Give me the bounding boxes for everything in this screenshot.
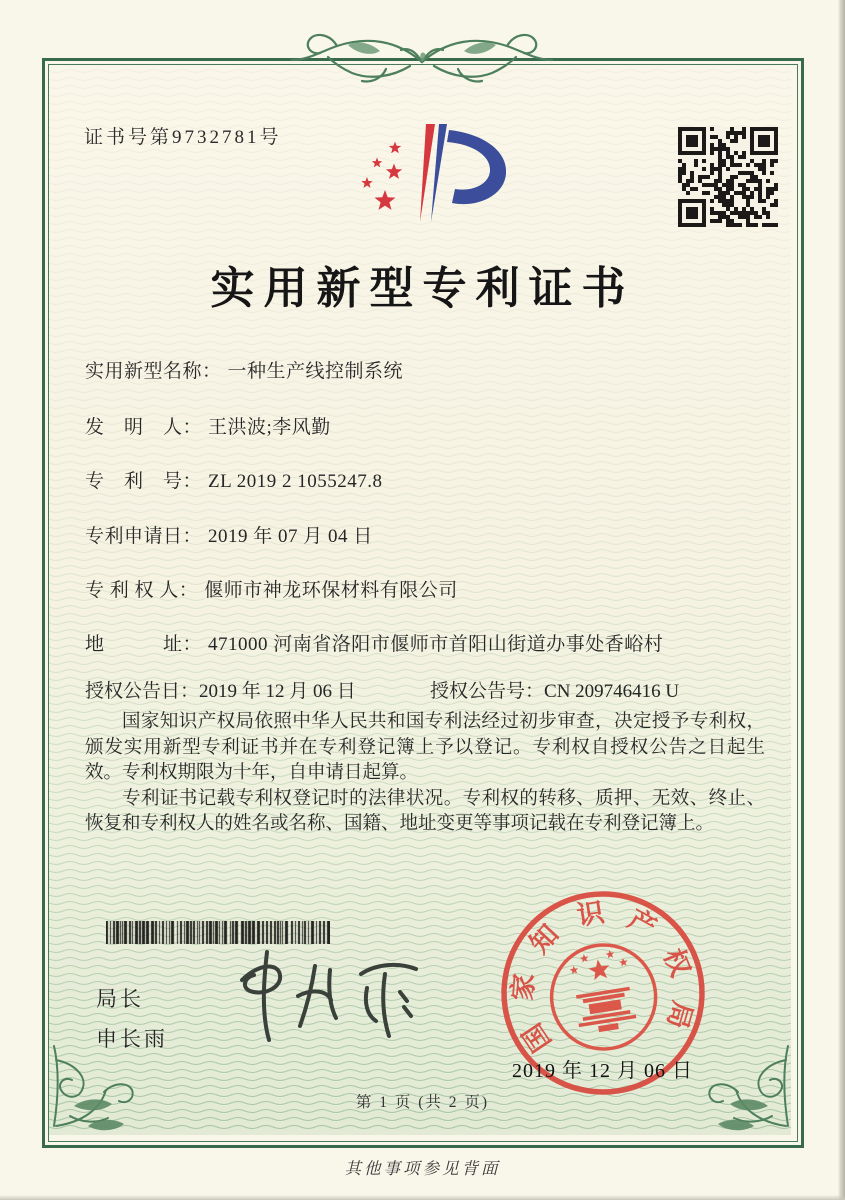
director-block	[96, 979, 168, 1059]
svg-text:产: 产	[623, 903, 662, 944]
svg-text:家: 家	[507, 972, 540, 1002]
scan-edge-shadow-bottom	[0, 1195, 845, 1200]
page-number: 第 1 页 (共 2 页)	[355, 1094, 490, 1111]
handwritten-signature	[218, 942, 433, 1050]
grant-date-label: 授权公告日：	[85, 681, 200, 702]
qr-code	[678, 127, 778, 227]
back-note: 其他事项参见背面	[344, 1159, 501, 1178]
legal-paragraphs	[85, 710, 765, 838]
field-label: 专利申请日：	[85, 526, 203, 547]
field-label: 专 利 权 人：	[85, 580, 199, 601]
field-label: 专 利 号：	[85, 471, 203, 492]
grant-no-value: CN 209746416 U	[544, 681, 680, 702]
field-value: 471000 河南省洛阳市偃师市首阳山街道办事处香峪村	[208, 634, 664, 655]
svg-text:局: 局	[661, 997, 698, 1033]
certificate-number: 证书号第9732781号	[84, 127, 282, 148]
svg-text:国: 国	[516, 1018, 557, 1058]
field-label: 实用新型名称：	[85, 361, 222, 382]
field-row	[85, 356, 403, 383]
field-row	[85, 629, 663, 656]
scan-edge-shadow	[838, 0, 845, 1200]
field-row	[85, 521, 373, 548]
field-value: 一种生产线控制系统	[227, 361, 404, 382]
grant-row	[85, 676, 765, 703]
svg-text:权: 权	[657, 944, 696, 981]
certificate-title: 实用新型专利证书	[210, 264, 635, 313]
field-value: 王洪波;李风勤	[208, 417, 331, 438]
field-row	[85, 466, 383, 493]
svg-text:识: 识	[574, 897, 607, 932]
barcode	[106, 921, 330, 944]
director-title: 局长	[96, 987, 144, 1011]
field-row	[85, 575, 458, 602]
field-row	[85, 412, 331, 439]
legal-paragraph-2: 专利证书记载专利权登记时的法律状况。专利权的转移、质押、无效、终止、恢复和专利权人的姓名或名称、国籍、地址变更等事项记载在专利登记簿上。	[85, 788, 765, 834]
cnipa-logo	[338, 116, 523, 236]
field-label: 发 明 人：	[85, 417, 203, 438]
grant-no-label: 授权公告号：	[430, 681, 545, 702]
field-value: ZL 2019 2 1055247.8	[208, 471, 383, 492]
grant-date-value: 2019 年 12 月 06 日	[199, 681, 356, 702]
field-label: 地 址：	[85, 634, 203, 655]
field-value: 偃师市神龙环保材料有限公司	[204, 580, 458, 601]
director-name: 申长雨	[96, 1027, 168, 1051]
svg-text:知: 知	[524, 918, 565, 960]
seal-date: 2019 年 12 月 06 日	[512, 1060, 693, 1082]
legal-paragraph-1: 国家知识产权局依照中华人民共和国专利法经过初步审查，决定授予专利权，颁发实用新型专利证书并在专利登记簿上予以登记。专利权自授权公告之日起生效。专利权期限为十年，自申请日起算。	[85, 712, 765, 783]
field-value: 2019 年 07 月 04 日	[208, 526, 373, 547]
